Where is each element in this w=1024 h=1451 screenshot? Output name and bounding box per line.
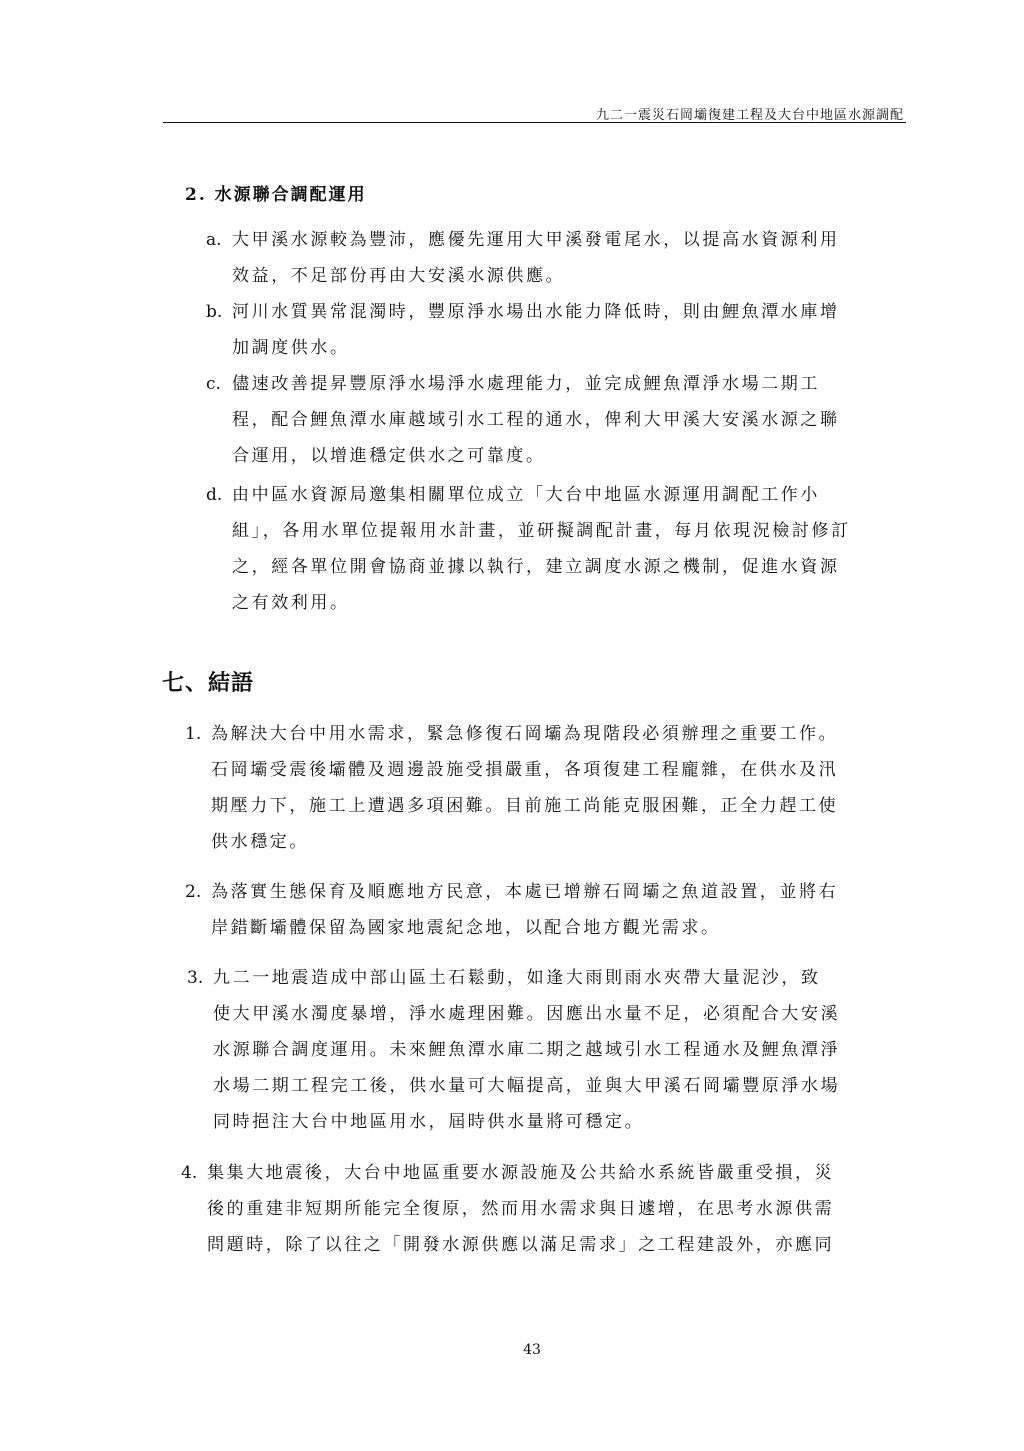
list-item-a: [206, 222, 906, 294]
list-item-marker: 1.: [185, 724, 202, 744]
list-item-marker: 3.: [187, 968, 204, 988]
list-item-c: [206, 366, 906, 474]
list-item-text: 供水穩定。: [211, 832, 309, 852]
list-item-marker: 2.: [185, 882, 202, 902]
list-item-marker: a.: [206, 230, 222, 250]
conclusion-item-1: [185, 716, 905, 860]
conclusion-item-4: [181, 1155, 906, 1263]
list-item-text: 集集大地震後，大台中地區重要水源設施及公共給水系統皆嚴重受損，災: [207, 1163, 835, 1183]
list-item-d: [206, 477, 906, 621]
list-item-text: 大甲溪水源較為豐沛，應優先運用大甲溪發電尾水，以提高水資源利用: [232, 230, 840, 250]
list-item-text: 為解決大台中用水需求，緊急修復石岡壩為現階段必須辦理之重要工作。: [211, 724, 839, 744]
list-item-text: 組」，各用水單位提報用水計畫，並研擬調配計畫，每月依現況檢討修訂: [232, 521, 851, 541]
page-number: 43: [523, 1342, 541, 1358]
list-item-text: 石岡壩受震後壩體及週邊設施受損嚴重，各項復建工程龐雜，在供水及汛: [211, 760, 839, 780]
running-header-title: 九二一震災石岡壩復建工程及大台中地區水源調配: [595, 108, 904, 123]
list-item-b: [206, 294, 906, 366]
list-item-text: 加調度供水。: [232, 338, 350, 358]
subsection-heading: 2. 水源聯合調配運用: [185, 185, 367, 205]
list-item-text: 九二一地震造成中部山區土石鬆動，如逢大雨則雨水夾帶大量泥沙，致: [213, 968, 821, 988]
list-item-text: 後的重建非短期所能完全復原，然而用水需求與日遽增，在思考水源供需: [207, 1199, 835, 1219]
list-item-text: 河川水質異常混濁時，豐原淨水場出水能力降低時，則由鯉魚潭水庫增: [232, 302, 840, 322]
list-item-text: 合運用，以增進穩定供水之可靠度。: [232, 446, 546, 466]
list-item-text: 由中區水資源局邀集相關單位成立「大台中地區水源運用調配工作小: [232, 485, 820, 505]
list-item-text: 為落實生態保育及順應地方民意，本處已增辦石岡壩之魚道設置，並將右: [211, 882, 839, 902]
list-item-text: 期壓力下，施工上遭遇多項困難。目前施工尚能克服困難，正全力趕工使: [211, 796, 839, 816]
list-item-text: 之，經各單位開會協商並據以執行，建立調度水源之機制，促進水資源: [232, 557, 840, 577]
list-item-text: 之有效利用。: [232, 593, 350, 613]
list-item-text: 水場二期工程完工後，供水量可大幅提高，並與大甲溪石岡壩豐原淨水場: [213, 1076, 841, 1096]
list-item-marker: b.: [206, 302, 223, 322]
list-item-marker: c.: [206, 374, 221, 394]
list-item-text: 水源聯合調度運用。未來鯉魚潭水庫二期之越域引水工程通水及鯉魚潭淨: [213, 1040, 841, 1060]
list-item-text: 同時挹注大台中地區用水，屆時供水量將可穩定。: [213, 1112, 645, 1132]
header-rule: [163, 122, 906, 123]
list-item-marker: 4.: [181, 1163, 198, 1183]
conclusion-item-3: [187, 960, 907, 1140]
conclusion-item-2: [185, 874, 905, 946]
list-item-text: 效益，不足部份再由大安溪水源供應。: [232, 266, 566, 286]
list-item-text: 儘速改善提昇豐原淨水場淨水處理能力，並完成鯉魚潭淨水場二期工: [232, 374, 820, 394]
list-item-text: 使大甲溪水濁度暴增，淨水處理困難。因應出水量不足，必須配合大安溪: [213, 1004, 841, 1024]
list-item-text: 程，配合鯉魚潭水庫越域引水工程的通水，俾利大甲溪大安溪水源之聯: [232, 410, 840, 430]
list-item-marker: d.: [206, 485, 223, 505]
list-item-text: 岸錯斷壩體保留為國家地震紀念地，以配合地方觀光需求。: [211, 918, 721, 938]
section-heading: 七、結語: [162, 671, 255, 696]
list-item-text: 問題時，除了以往之「開發水源供應以滿足需求」之工程建設外，亦應同: [207, 1235, 835, 1255]
